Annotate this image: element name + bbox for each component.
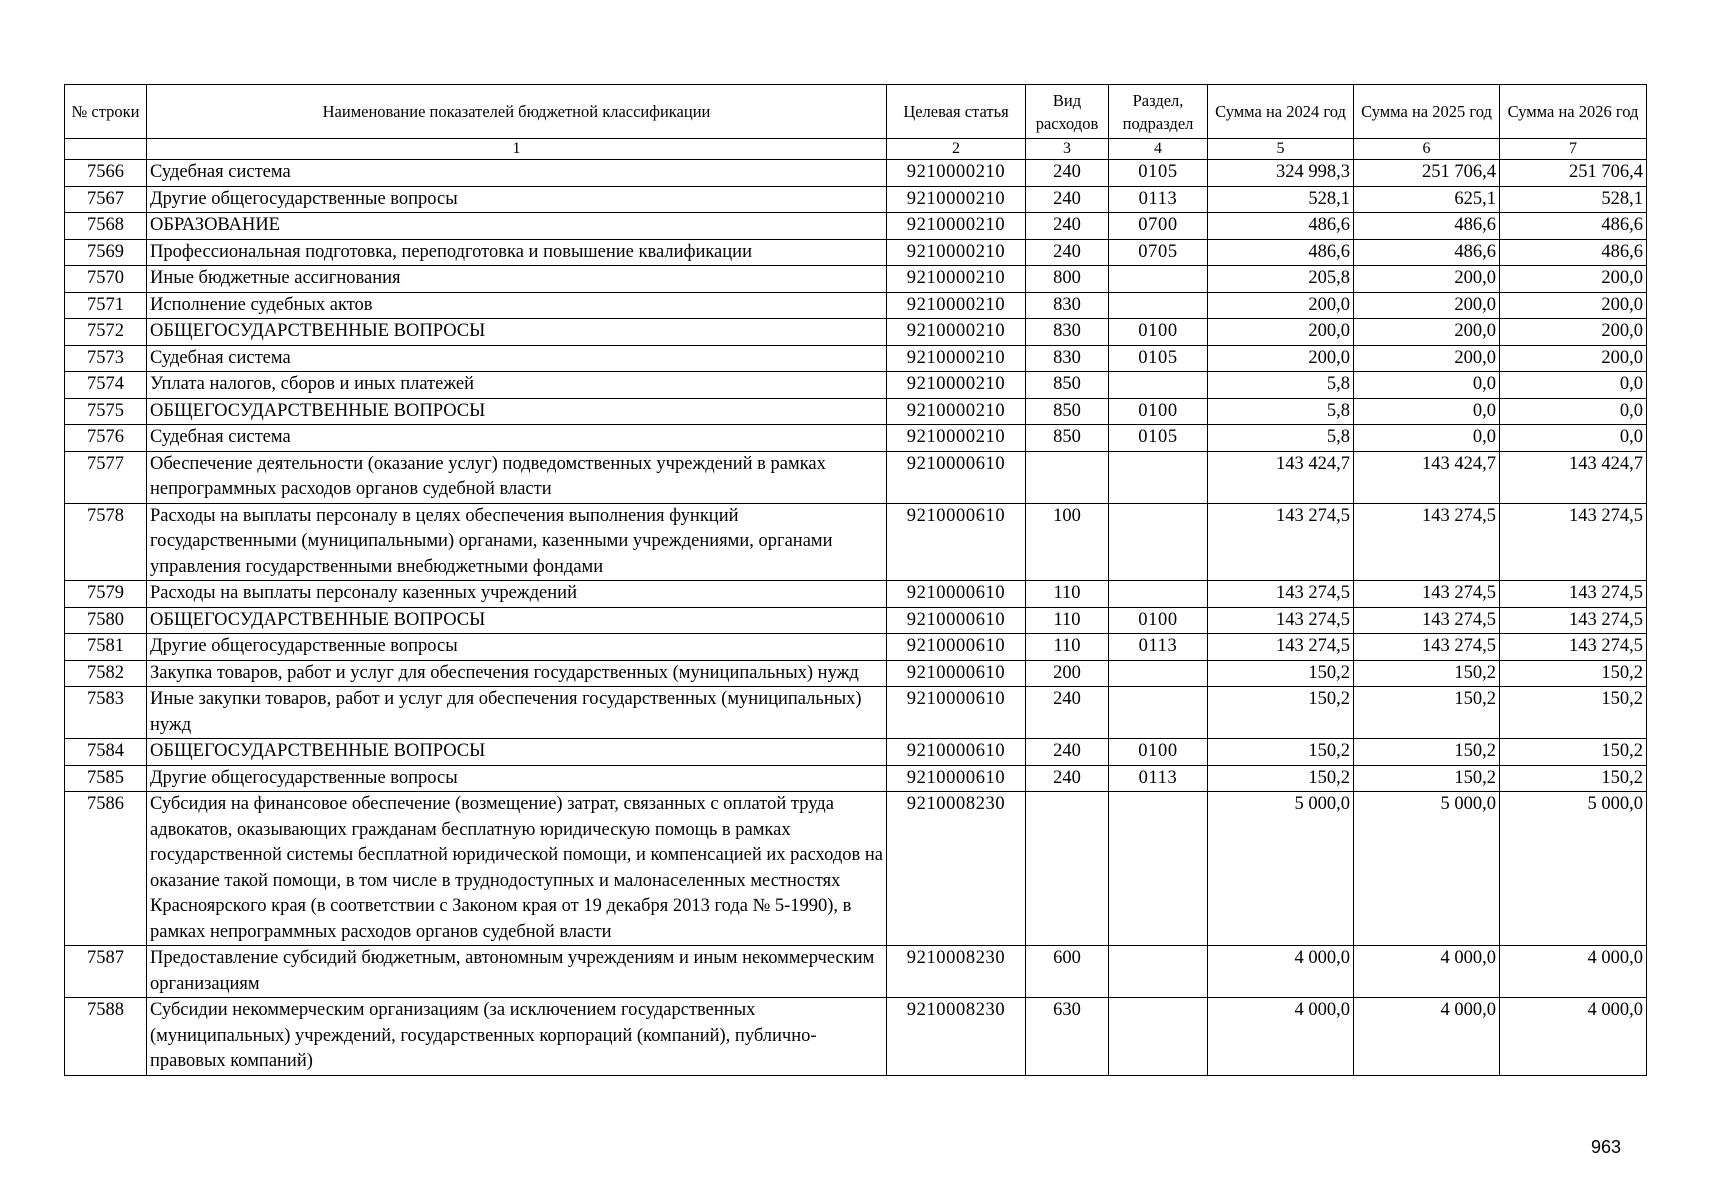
sum-2024: 486,6 — [1208, 213, 1354, 240]
target-article: 9210000210 — [887, 425, 1026, 452]
row-number: 7575 — [65, 398, 147, 425]
section-code: 0105 — [1109, 425, 1208, 452]
expense-type: 110 — [1026, 634, 1109, 661]
target-article: 9210000610 — [887, 634, 1026, 661]
sum-2026: 143 424,7 — [1500, 451, 1647, 503]
expense-type — [1026, 451, 1109, 503]
page-number: 963 — [1591, 1137, 1622, 1157]
indicator-name: Судебная система — [147, 345, 887, 372]
indicator-name: Иные закупки товаров, работ и услуг для обеспечения государственных (муниципальных) нужд — [147, 687, 887, 739]
sum-2025: 143 424,7 — [1354, 451, 1500, 503]
sum-2024: 486,6 — [1208, 239, 1354, 266]
sum-2026: 0,0 — [1500, 425, 1647, 452]
budget-table-container — [64, 84, 1646, 1076]
row-number: 7585 — [65, 765, 147, 792]
column-number: 3 — [1026, 139, 1109, 160]
expense-type: 830 — [1026, 345, 1109, 372]
section-code: 0700 — [1109, 213, 1208, 240]
sum-2026: 0,0 — [1500, 398, 1647, 425]
column-number: 5 — [1208, 139, 1354, 160]
sum-2025: 150,2 — [1354, 765, 1500, 792]
sum-2025: 0,0 — [1354, 372, 1500, 399]
target-article: 9210000210 — [887, 213, 1026, 240]
sum-2024: 150,2 — [1208, 765, 1354, 792]
sum-2026: 0,0 — [1500, 372, 1647, 399]
sum-2024: 4 000,0 — [1208, 946, 1354, 998]
header-target-article: Целевая статья — [887, 85, 1026, 139]
indicator-name: Расходы на выплаты персоналу в целях обеспечения выполнения функций государственными (муниципальными) органами, казенными учреждениями, органами управления государственными внебюджетными фондами — [147, 503, 887, 581]
table-row — [65, 765, 1647, 792]
expense-type: 240 — [1026, 213, 1109, 240]
table-row — [65, 160, 1647, 187]
row-number: 7582 — [65, 660, 147, 687]
indicator-name: Судебная система — [147, 160, 887, 187]
expense-type: 630 — [1026, 998, 1109, 1076]
expense-type: 240 — [1026, 739, 1109, 766]
sum-2024: 200,0 — [1208, 345, 1354, 372]
sum-2025: 200,0 — [1354, 292, 1500, 319]
sum-2026: 150,2 — [1500, 687, 1647, 739]
sum-2024: 5 000,0 — [1208, 792, 1354, 946]
table-row — [65, 398, 1647, 425]
sum-2026: 143 274,5 — [1500, 581, 1647, 608]
column-number: 7 — [1500, 139, 1647, 160]
expense-type: 110 — [1026, 607, 1109, 634]
sum-2024: 528,1 — [1208, 186, 1354, 213]
sum-2025: 0,0 — [1354, 398, 1500, 425]
sum-2026: 5 000,0 — [1500, 792, 1647, 946]
table-row — [65, 687, 1647, 739]
target-article: 9210000210 — [887, 345, 1026, 372]
expense-type: 200 — [1026, 660, 1109, 687]
sum-2025: 143 274,5 — [1354, 607, 1500, 634]
indicator-name: Исполнение судебных актов — [147, 292, 887, 319]
column-number-row — [65, 139, 1647, 160]
target-article: 9210008230 — [887, 998, 1026, 1076]
indicator-name: Судебная система — [147, 425, 887, 452]
expense-type: 600 — [1026, 946, 1109, 998]
sum-2026: 200,0 — [1500, 345, 1647, 372]
sum-2025: 143 274,5 — [1354, 581, 1500, 608]
sum-2025: 4 000,0 — [1354, 946, 1500, 998]
expense-type: 240 — [1026, 186, 1109, 213]
row-number: 7573 — [65, 345, 147, 372]
target-article: 9210000210 — [887, 266, 1026, 293]
sum-2025: 251 706,4 — [1354, 160, 1500, 187]
target-article: 9210008230 — [887, 792, 1026, 946]
target-article: 9210000610 — [887, 451, 1026, 503]
indicator-name: Расходы на выплаты персоналу казенных учреждений — [147, 581, 887, 608]
row-number: 7586 — [65, 792, 147, 946]
table-row — [65, 292, 1647, 319]
table-row — [65, 239, 1647, 266]
row-number: 7578 — [65, 503, 147, 581]
section-code — [1109, 266, 1208, 293]
indicator-name: Профессиональная подготовка, переподготовка и повышение квалификации — [147, 239, 887, 266]
indicator-name: Иные бюджетные ассигнования — [147, 266, 887, 293]
sum-2024: 150,2 — [1208, 687, 1354, 739]
row-number: 7576 — [65, 425, 147, 452]
indicator-name: ОБЩЕГОСУДАРСТВЕННЫЕ ВОПРОСЫ — [147, 398, 887, 425]
sum-2026: 150,2 — [1500, 660, 1647, 687]
header-row-number: № строки — [65, 85, 147, 139]
target-article: 9210000210 — [887, 372, 1026, 399]
target-article: 9210000610 — [887, 660, 1026, 687]
table-row — [65, 634, 1647, 661]
table-row — [65, 319, 1647, 346]
sum-2024: 200,0 — [1208, 292, 1354, 319]
sum-2024: 4 000,0 — [1208, 998, 1354, 1076]
row-number: 7583 — [65, 687, 147, 739]
sum-2025: 150,2 — [1354, 687, 1500, 739]
expense-type: 240 — [1026, 687, 1109, 739]
section-code: 0100 — [1109, 319, 1208, 346]
target-article: 9210000610 — [887, 765, 1026, 792]
table-row — [65, 998, 1647, 1076]
section-code — [1109, 687, 1208, 739]
indicator-name: Субсидия на финансовое обеспечение (возмещение) затрат, связанных с оплатой труда адвокатов, оказывающих гражданам бесплатную юридическую помощь в рамках государственной системы бесплатной юридической помощи, и компенсацией их расходов на оказание такой помощи, в том числе в труднодоступных и малонаселенных местностях Красноярского края (в соответствии с Законом края от 19 декабря 2013 года № 5-1990), в рамках непрограммных расходов органов судебной власти — [147, 792, 887, 946]
sum-2024: 205,8 — [1208, 266, 1354, 293]
column-number: 2 — [887, 139, 1026, 160]
row-number: 7584 — [65, 739, 147, 766]
table-row — [65, 372, 1647, 399]
expense-type: 100 — [1026, 503, 1109, 581]
indicator-name: Предоставление субсидий бюджетным, автономным учреждениям и иным некоммерческим организациям — [147, 946, 887, 998]
row-number: 7587 — [65, 946, 147, 998]
section-code — [1109, 451, 1208, 503]
expense-type: 850 — [1026, 398, 1109, 425]
sum-2024: 5,8 — [1208, 372, 1354, 399]
indicator-name: ОБРАЗОВАНИЕ — [147, 213, 887, 240]
row-number: 7570 — [65, 266, 147, 293]
row-number: 7577 — [65, 451, 147, 503]
section-code — [1109, 372, 1208, 399]
sum-2026: 528,1 — [1500, 186, 1647, 213]
section-code: 0100 — [1109, 607, 1208, 634]
table-row — [65, 660, 1647, 687]
table-row — [65, 503, 1647, 581]
row-number: 7567 — [65, 186, 147, 213]
row-number: 7566 — [65, 160, 147, 187]
section-code — [1109, 503, 1208, 581]
target-article: 9210000610 — [887, 581, 1026, 608]
target-article: 9210000210 — [887, 186, 1026, 213]
table-row — [65, 213, 1647, 240]
section-code: 0113 — [1109, 634, 1208, 661]
section-code — [1109, 581, 1208, 608]
sum-2024: 5,8 — [1208, 398, 1354, 425]
expense-type: 850 — [1026, 372, 1109, 399]
section-code: 0113 — [1109, 765, 1208, 792]
sum-2026: 251 706,4 — [1500, 160, 1647, 187]
row-number: 7588 — [65, 998, 147, 1076]
sum-2026: 486,6 — [1500, 239, 1647, 266]
indicator-name: ОБЩЕГОСУДАРСТВЕННЫЕ ВОПРОСЫ — [147, 607, 887, 634]
column-number: 1 — [147, 139, 887, 160]
column-number: 6 — [1354, 139, 1500, 160]
expense-type: 830 — [1026, 319, 1109, 346]
column-number-blank — [65, 139, 147, 160]
sum-2026: 4 000,0 — [1500, 946, 1647, 998]
sum-2025: 625,1 — [1354, 186, 1500, 213]
target-article: 9210000610 — [887, 739, 1026, 766]
target-article: 9210000210 — [887, 160, 1026, 187]
section-code — [1109, 292, 1208, 319]
column-number: 4 — [1109, 139, 1208, 160]
sum-2024: 143 274,5 — [1208, 503, 1354, 581]
target-article: 9210000610 — [887, 607, 1026, 634]
row-number: 7569 — [65, 239, 147, 266]
sum-2024: 143 424,7 — [1208, 451, 1354, 503]
target-article: 9210000210 — [887, 319, 1026, 346]
sum-2025: 143 274,5 — [1354, 503, 1500, 581]
sum-2025: 5 000,0 — [1354, 792, 1500, 946]
sum-2025: 0,0 — [1354, 425, 1500, 452]
target-article: 9210000210 — [887, 239, 1026, 266]
section-code: 0113 — [1109, 186, 1208, 213]
sum-2026: 143 274,5 — [1500, 607, 1647, 634]
expense-type: 240 — [1026, 239, 1109, 266]
budget-table — [64, 84, 1647, 1076]
header-sum-2024: Сумма на 2024 год — [1208, 85, 1354, 139]
row-number: 7571 — [65, 292, 147, 319]
table-row — [65, 946, 1647, 998]
sum-2025: 486,6 — [1354, 213, 1500, 240]
expense-type — [1026, 792, 1109, 946]
sum-2025: 150,2 — [1354, 739, 1500, 766]
section-code: 0105 — [1109, 160, 1208, 187]
sum-2025: 143 274,5 — [1354, 634, 1500, 661]
sum-2026: 150,2 — [1500, 765, 1647, 792]
expense-type: 850 — [1026, 425, 1109, 452]
table-row — [65, 425, 1647, 452]
sum-2026: 486,6 — [1500, 213, 1647, 240]
sum-2024: 5,8 — [1208, 425, 1354, 452]
header-indicator-name: Наименование показателей бюджетной классификации — [147, 85, 887, 139]
sum-2024: 324 998,3 — [1208, 160, 1354, 187]
table-row — [65, 607, 1647, 634]
indicator-name: Другие общегосударственные вопросы — [147, 634, 887, 661]
table-row — [65, 186, 1647, 213]
sum-2026: 4 000,0 — [1500, 998, 1647, 1076]
row-number: 7572 — [65, 319, 147, 346]
indicator-name: Другие общегосударственные вопросы — [147, 765, 887, 792]
row-number: 7574 — [65, 372, 147, 399]
target-article: 9210000210 — [887, 292, 1026, 319]
sum-2025: 4 000,0 — [1354, 998, 1500, 1076]
expense-type: 110 — [1026, 581, 1109, 608]
section-code — [1109, 946, 1208, 998]
row-number: 7568 — [65, 213, 147, 240]
section-code — [1109, 792, 1208, 946]
section-code: 0100 — [1109, 739, 1208, 766]
indicator-name: Закупка товаров, работ и услуг для обеспечения государственных (муниципальных) нужд — [147, 660, 887, 687]
header-row — [65, 85, 1647, 139]
indicator-name: Другие общегосударственные вопросы — [147, 186, 887, 213]
sum-2025: 200,0 — [1354, 345, 1500, 372]
header-section: Раздел, подраздел — [1109, 85, 1208, 139]
section-code — [1109, 998, 1208, 1076]
section-code: 0100 — [1109, 398, 1208, 425]
indicator-name: Субсидии некоммерческим организациям (за исключением государственных (муниципальных) учреждений, государственных корпораций (компаний), публично-правовых компаний) — [147, 998, 887, 1076]
header-sum-2026: Сумма на 2026 год — [1500, 85, 1647, 139]
row-number: 7580 — [65, 607, 147, 634]
table-row — [65, 739, 1647, 766]
sum-2026: 200,0 — [1500, 292, 1647, 319]
header-sum-2025: Сумма на 2025 год — [1354, 85, 1500, 139]
target-article: 9210000210 — [887, 398, 1026, 425]
indicator-name: ОБЩЕГОСУДАРСТВЕННЫЕ ВОПРОСЫ — [147, 319, 887, 346]
sum-2024: 150,2 — [1208, 739, 1354, 766]
sum-2025: 150,2 — [1354, 660, 1500, 687]
section-code — [1109, 660, 1208, 687]
target-article: 9210000610 — [887, 503, 1026, 581]
table-row — [65, 451, 1647, 503]
sum-2026: 150,2 — [1500, 739, 1647, 766]
sum-2026: 200,0 — [1500, 319, 1647, 346]
sum-2025: 486,6 — [1354, 239, 1500, 266]
table-row — [65, 792, 1647, 946]
target-article: 9210000610 — [887, 687, 1026, 739]
header-expense-type: Вид расходов — [1026, 85, 1109, 139]
section-code: 0105 — [1109, 345, 1208, 372]
sum-2025: 200,0 — [1354, 266, 1500, 293]
row-number: 7581 — [65, 634, 147, 661]
sum-2025: 200,0 — [1354, 319, 1500, 346]
sum-2024: 143 274,5 — [1208, 607, 1354, 634]
row-number: 7579 — [65, 581, 147, 608]
sum-2024: 143 274,5 — [1208, 581, 1354, 608]
sum-2026: 143 274,5 — [1500, 634, 1647, 661]
target-article: 9210008230 — [887, 946, 1026, 998]
sum-2026: 200,0 — [1500, 266, 1647, 293]
expense-type: 240 — [1026, 765, 1109, 792]
expense-type: 800 — [1026, 266, 1109, 293]
sum-2024: 200,0 — [1208, 319, 1354, 346]
table-body — [65, 160, 1647, 1076]
sum-2024: 143 274,5 — [1208, 634, 1354, 661]
section-code: 0705 — [1109, 239, 1208, 266]
expense-type: 830 — [1026, 292, 1109, 319]
indicator-name: Уплата налогов, сборов и иных платежей — [147, 372, 887, 399]
sum-2024: 150,2 — [1208, 660, 1354, 687]
table-row — [65, 345, 1647, 372]
indicator-name: ОБЩЕГОСУДАРСТВЕННЫЕ ВОПРОСЫ — [147, 739, 887, 766]
table-row — [65, 581, 1647, 608]
expense-type: 240 — [1026, 160, 1109, 187]
table-row — [65, 266, 1647, 293]
sum-2026: 143 274,5 — [1500, 503, 1647, 581]
indicator-name: Обеспечение деятельности (оказание услуг) подведомственных учреждений в рамках непрограммных расходов органов судебной власти — [147, 451, 887, 503]
